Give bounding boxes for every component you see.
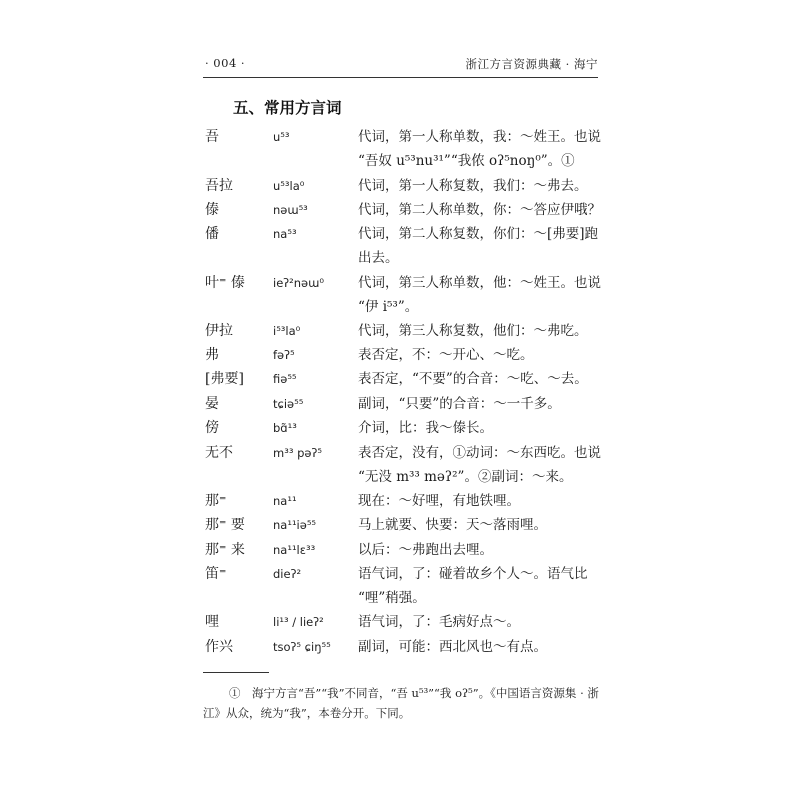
entry-word: [弗要] (205, 371, 244, 387)
footnote-line: 江》从众，统为“我”，本卷分开。下同。 (203, 706, 411, 720)
entry-ipa: fəʔ⁵ (273, 348, 295, 362)
entry-ipa: u⁵³la⁰ (273, 179, 305, 193)
entry-word: 吾 (205, 129, 219, 145)
entry-word: 作兴 (205, 639, 233, 655)
entry-definition (358, 538, 598, 562)
entry-word: 傣 (205, 202, 219, 218)
footnote-rule (203, 672, 269, 673)
entry-definition (358, 125, 601, 173)
definition-line: 马上就要、快要：天～落雨哩。 (358, 517, 547, 533)
definition-line: 表否定，没有，①动词：～东西吃。也说 (358, 445, 601, 461)
running-header (205, 56, 598, 72)
header-rule (203, 77, 598, 78)
entry-ipa: na¹¹iə⁵⁵ (273, 518, 317, 532)
entry-ipa: na¹¹lɛ³³ (273, 543, 316, 557)
entry-word: 那⁼ 要 (205, 517, 245, 533)
entry-ipa: i⁵³la⁰ (273, 324, 301, 338)
entry-ipa: u⁵³ (273, 130, 290, 144)
entry-definition (358, 416, 598, 440)
definition-line: 代词，第二人称复数，你们：～[弗要]跑 (358, 226, 599, 242)
entry-definition (358, 319, 598, 343)
page-number: · 004 · (205, 56, 246, 70)
entry-word: 哩 (205, 614, 219, 630)
entry-definition (358, 635, 598, 659)
definition-line: 表否定，“不要”的合音：～吃、～去。 (358, 371, 588, 387)
entry-word: 那⁼ 来 (205, 542, 245, 558)
entry-ipa: bɑ̃¹³ (273, 421, 297, 435)
definition-line: 代词，第二人称单数，你：～答应伊哦？ (358, 202, 601, 218)
entry-definition (358, 441, 601, 489)
definition-line: 代词，第一人称单数，我：～姓王。也说 (358, 129, 601, 145)
definition-line: 代词，第三人称单数，他：～姓王。也说 (358, 275, 601, 291)
entry-word: 无不 (205, 445, 233, 461)
entry-word: 傍 (205, 420, 219, 436)
entry-ipa: tsoʔ⁵ ɕiŋ⁵⁵ (273, 640, 331, 654)
entry-ipa: dieʔ² (273, 567, 302, 581)
entry-definition (358, 513, 598, 537)
entry-word: 伊拉 (205, 323, 233, 339)
entry-ipa: li¹³ / lieʔ² (273, 615, 324, 629)
entry-definition (358, 222, 598, 270)
definition-line: 副词，可能：西北风也～有点。 (358, 639, 547, 655)
entry-word: 那⁼ (205, 493, 227, 509)
footnote (203, 683, 600, 723)
entry-ipa: m³³ pəʔ⁵ (273, 446, 322, 460)
definition-line: “伊 i⁵³”。 (358, 299, 419, 315)
entry-definition (358, 562, 598, 610)
footnote-line: ① 海宁方言“吾”“我”不同音，“吾 u⁵³”“我 oʔ⁵”。《中国语言资源集 · 浙 (229, 686, 599, 700)
entry-ipa: na⁵³ (273, 227, 297, 241)
definition-line: 语气词，了：毛病好点～。 (358, 614, 520, 630)
entry-ipa: na¹¹ (273, 494, 297, 508)
entry-definition (358, 174, 598, 198)
entry-definition (358, 198, 601, 222)
definition-line: 语气词，了：碰着故乡个人～。语气比 (358, 566, 588, 582)
definition-line: “哩”稍强。 (358, 590, 426, 606)
entry-definition (358, 343, 598, 367)
definition-line: 现在：～好哩，有地铁哩。 (358, 493, 520, 509)
entry-definition (358, 271, 601, 319)
entry-definition (358, 367, 598, 391)
definition-line: “无没 m³³ məʔ²”。②副词：～来。 (358, 469, 573, 485)
entry-word: 弗 (205, 347, 219, 363)
definition-line: 出去。 (358, 250, 399, 266)
definition-line: 代词，第一人称复数，我们：～弗去。 (358, 178, 588, 194)
entry-definition (358, 489, 598, 513)
entry-ipa: tɕiə⁵⁵ (273, 397, 304, 411)
entry-word: 笛⁼ (205, 566, 227, 582)
definition-line: 副词，“只要”的合音：～一千多。 (358, 396, 561, 412)
entry-word: 叶⁼ 傣 (205, 275, 245, 291)
entry-ipa: nəɯ⁵³ (273, 203, 308, 217)
running-title: 浙江方言资源典藏 · 海宁 (465, 57, 598, 71)
definition-line: 介词，比：我～傣长。 (358, 420, 493, 436)
section-title: 五、常用方言词 (233, 99, 342, 117)
definition-line: 表否定，不：～开心、～吃。 (358, 347, 534, 363)
entry-ipa: ieʔ²nəɯ⁰ (273, 276, 324, 290)
entry-ipa: fiə⁵⁵ (273, 372, 297, 386)
definition-line: 代词，第三人称复数，他们：～弗吃。 (358, 323, 588, 339)
entry-definition (358, 392, 598, 416)
entry-word: 晏 (205, 396, 219, 412)
entry-definition (358, 610, 598, 634)
entry-word: 吾拉 (205, 178, 233, 194)
entry-word: 僠 (205, 226, 219, 242)
definition-line: “吾奴 u⁵³nu³¹”“我侬 oʔ⁵noŋ⁰”。① (358, 153, 575, 169)
definition-line: 以后：～弗跑出去哩。 (358, 542, 493, 558)
